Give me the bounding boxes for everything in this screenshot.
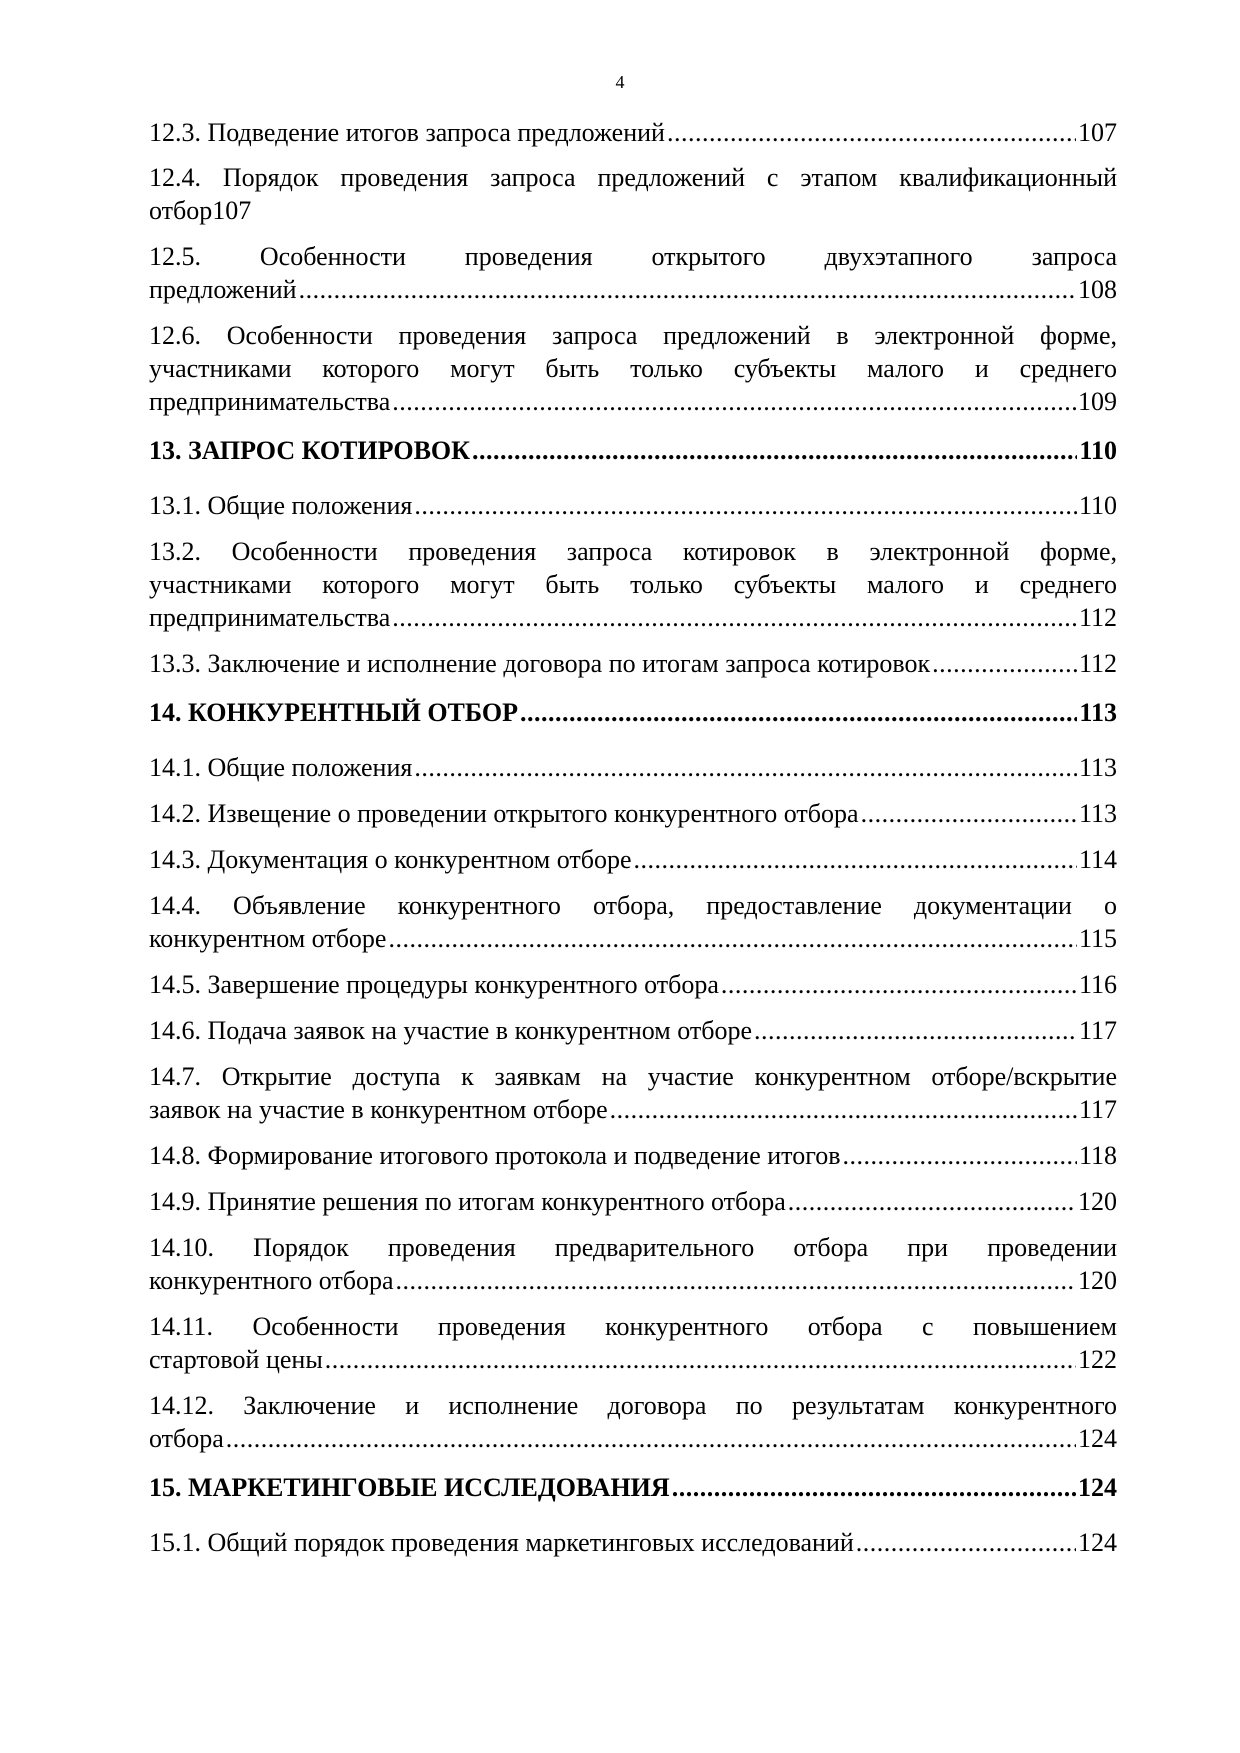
toc-entry-title-line: 12.4. Порядок проведения запроса предложений с этапом квалификационный <box>149 163 1117 192</box>
toc-entry-title: конкурентного отбора <box>149 1266 394 1295</box>
leader-dots <box>932 647 1077 680</box>
toc-entry-14-1[interactable] <box>149 751 1117 784</box>
toc-entry-title: 14.1. Общие положения <box>149 753 413 782</box>
leader-dots <box>392 385 1076 418</box>
toc-page-ref: 124 <box>1078 1473 1117 1502</box>
toc-page-ref: 120 <box>1078 1266 1117 1295</box>
toc-chapter-14[interactable] <box>149 696 1117 729</box>
toc-page-ref: 118 <box>1078 1141 1117 1170</box>
toc-entry-title: 14.9. Принятие решения по итогам конкурентного отбора <box>149 1187 786 1216</box>
toc-page-ref: 124 <box>1078 1424 1117 1453</box>
toc-chapter-15[interactable] <box>149 1471 1117 1504</box>
toc-page-ref: 112 <box>1078 649 1117 678</box>
toc-entry-title: заявок на участие в конкурентном отборе <box>149 1095 608 1124</box>
toc-page-ref: 117 <box>1078 1016 1117 1045</box>
leader-dots <box>856 1526 1076 1559</box>
toc-entry-14-6[interactable] <box>149 1014 1117 1047</box>
leader-dots <box>299 273 1076 306</box>
toc-page-ref: 113 <box>1078 753 1117 782</box>
toc-entry-13-3[interactable] <box>149 647 1117 680</box>
toc-page-ref: 112 <box>1078 603 1117 632</box>
toc-entry-title: 12.3. Подведение итогов запроса предложений <box>149 118 665 147</box>
toc-entry-title: предложений <box>149 275 297 304</box>
leader-dots <box>667 116 1076 149</box>
toc-page-ref: 110 <box>1078 491 1117 520</box>
toc-entry-title-line: 14.12. Заключение и исполнение договора по результатам конкурентного <box>149 1391 1117 1420</box>
toc-entry-14-8[interactable] <box>149 1139 1117 1172</box>
toc-chapter-title: 13. ЗАПРОС КОТИРОВОК <box>149 436 470 465</box>
toc-entry-14-2[interactable] <box>149 797 1117 830</box>
leader-dots <box>861 797 1077 830</box>
toc-entry-title: 13.3. Заключение и исполнение договора по итогам запроса котировок <box>149 649 931 678</box>
toc-page-ref: 122 <box>1078 1345 1117 1374</box>
toc-page-ref: 108 <box>1078 275 1117 304</box>
toc-entry-13-1[interactable] <box>149 489 1117 522</box>
leader-dots <box>414 751 1077 784</box>
toc-page-ref: 107 <box>212 196 252 225</box>
toc-entry-title-line: 14.4. Объявление конкурентного отбора, предоставление документации о <box>149 891 1117 920</box>
toc-entry-14-7[interactable] <box>149 1060 1117 1126</box>
toc-entry-title: 15.1. Общий порядок проведения маркетинговых исследований <box>149 1528 854 1557</box>
leader-dots <box>472 434 1077 467</box>
toc-page-ref: 124 <box>1078 1528 1117 1557</box>
toc-entry-15-1[interactable] <box>149 1526 1117 1559</box>
toc-entry-14-12[interactable] <box>149 1389 1117 1455</box>
toc-page-ref: 113 <box>1078 799 1117 828</box>
toc-page-ref: 109 <box>1078 387 1117 416</box>
table-of-contents <box>149 116 1117 1572</box>
leader-dots <box>392 601 1077 634</box>
leader-dots <box>520 696 1077 729</box>
toc-page-ref: 117 <box>1078 1095 1117 1124</box>
page-number: 4 <box>615 72 625 92</box>
toc-entry-12-3[interactable] <box>149 116 1117 149</box>
toc-page-ref: 114 <box>1078 845 1117 874</box>
leader-dots <box>610 1093 1077 1126</box>
toc-entry-title: 14.3. Документация о конкурентном отборе <box>149 845 632 874</box>
toc-entry-title: предпринимательства <box>149 387 391 416</box>
toc-entry-12-6[interactable] <box>149 319 1117 418</box>
leader-dots <box>388 922 1076 955</box>
leader-dots <box>754 1014 1077 1047</box>
leader-dots <box>788 1185 1076 1218</box>
leader-dots <box>721 968 1077 1001</box>
toc-entry-14-4[interactable] <box>149 889 1117 955</box>
toc-entry-title: предпринимательства <box>149 603 391 632</box>
toc-page-ref: 110 <box>1079 436 1117 465</box>
toc-entry-title: 14.5. Завершение процедуры конкурентного отбора <box>149 970 719 999</box>
toc-entry-12-5[interactable] <box>149 240 1117 306</box>
leader-dots <box>634 843 1077 876</box>
toc-entry-title-line: 14.10. Порядок проведения предварительного отбора при проведении <box>149 1233 1117 1262</box>
toc-entry-title: 14.8. Формирование итогового протокола и подведение итогов <box>149 1141 841 1170</box>
toc-page-ref: 115 <box>1078 924 1117 953</box>
toc-entry-title: стартовой цены <box>149 1345 323 1374</box>
leader-dots <box>325 1343 1076 1376</box>
toc-entry-title: конкурентном отборе <box>149 924 387 953</box>
toc-page-ref: 113 <box>1079 698 1117 727</box>
toc-entry-title-line: 12.5. Особенности проведения открытого двухэтапного запроса <box>149 242 1117 271</box>
toc-entry-title: 13.1. Общие положения <box>149 491 413 520</box>
leader-dots <box>396 1264 1076 1297</box>
toc-entry-title: 14.6. Подача заявок на участие в конкурентном отборе <box>149 1016 753 1045</box>
toc-page-ref: 107 <box>1078 118 1117 147</box>
toc-page-ref: 120 <box>1078 1187 1117 1216</box>
toc-entry-title-line: участниками которого могут быть только субъекты малого и среднего <box>149 354 1117 383</box>
toc-entry-14-5[interactable] <box>149 968 1117 1001</box>
toc-entry-title: 14.2. Извещение о проведении открытого конкурентного отбора <box>149 799 859 828</box>
toc-entry-title-line: 14.11. Особенности проведения конкурентного отбора с повышением <box>149 1312 1117 1341</box>
toc-entry-14-11[interactable] <box>149 1310 1117 1376</box>
toc-chapter-13[interactable] <box>149 434 1117 467</box>
toc-entry-title-line: 12.6. Особенности проведения запроса предложений в электронной форме, <box>149 321 1117 350</box>
toc-entry-title: отбора <box>149 1424 224 1453</box>
toc-chapter-title: 14. КОНКУРЕНТНЫЙ ОТБОР <box>149 698 519 727</box>
toc-entry-title-line: участниками которого могут быть только субъекты малого и среднего <box>149 570 1117 599</box>
toc-entry-title: отбор <box>149 196 213 225</box>
toc-entry-14-3[interactable] <box>149 843 1117 876</box>
leader-dots <box>414 489 1077 522</box>
leader-dots <box>672 1471 1076 1504</box>
leader-dots <box>226 1422 1076 1455</box>
toc-entry-13-2[interactable] <box>149 535 1117 634</box>
toc-entry-title-line: 13.2. Особенности проведения запроса котировок в электронной форме, <box>149 537 1117 566</box>
leader-dots <box>843 1139 1077 1172</box>
toc-page-ref: 116 <box>1078 970 1117 999</box>
toc-entry-title-line: 14.7. Открытие доступа к заявкам на участие конкурентном отборе/вскрытие <box>149 1062 1117 1091</box>
toc-entry-14-10[interactable] <box>149 1231 1117 1297</box>
toc-entry-14-9[interactable] <box>149 1185 1117 1218</box>
toc-chapter-title: 15. МАРКЕТИНГОВЫЕ ИССЛЕДОВАНИЯ <box>149 1473 670 1502</box>
toc-entry-12-4[interactable] <box>149 161 1117 227</box>
